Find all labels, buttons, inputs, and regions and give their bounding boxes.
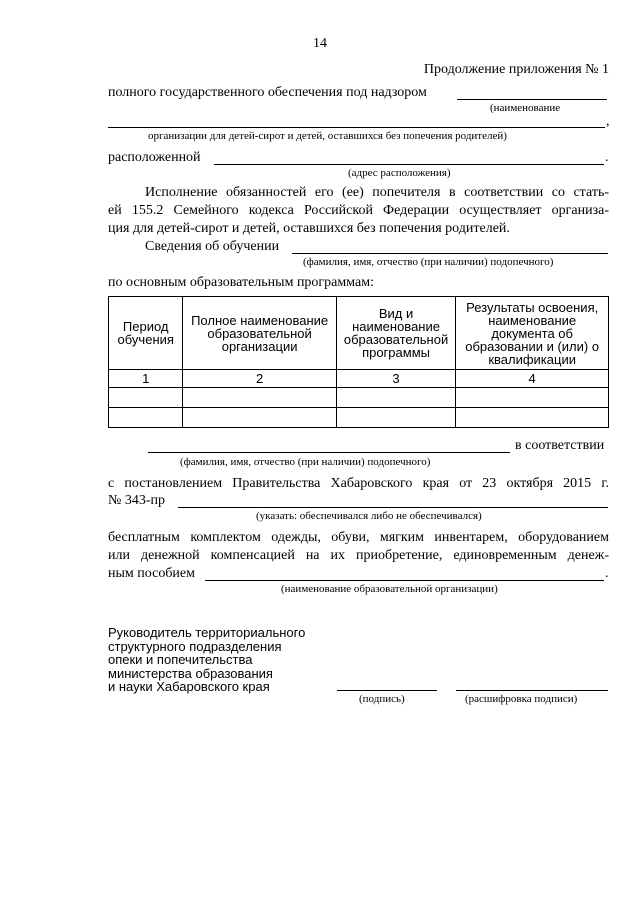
ward-name-field-2[interactable] (148, 452, 510, 453)
signature-field[interactable] (337, 690, 437, 691)
signature-decoding-field[interactable] (456, 690, 608, 691)
table-row (109, 388, 609, 408)
supply-line-3: ным пособием (108, 566, 196, 581)
guardian-duties-line-2: ей 155.2 Семейного кодекса Российской Федерации осуществляет организа- (108, 203, 609, 218)
supervision-text: полного государственного обеспечения под надзором (108, 85, 427, 100)
supply-dot: . (605, 566, 609, 581)
hint-supplied: (указать: обеспечивался либо не обеспечивался) (256, 510, 482, 522)
signer-line: опеки и попечительства (108, 652, 253, 667)
header-program: Вид и наименование образовательной программы (336, 297, 456, 370)
table-cell[interactable] (336, 408, 456, 428)
organization-name-field[interactable] (108, 127, 605, 128)
hint-edu-org: (наименование образовательной организации) (281, 583, 498, 595)
signer-block (108, 626, 305, 694)
page-number: 14 (313, 36, 327, 51)
table-cell[interactable] (183, 388, 336, 408)
appendix-continuation-label: Продолжение приложения № 1 (423, 62, 609, 77)
table-cell[interactable] (336, 388, 456, 408)
programs-label: по основным образовательным программам: (108, 275, 374, 290)
table-cell[interactable] (109, 408, 183, 428)
table-cell[interactable] (456, 388, 609, 408)
located-label: расположенной (108, 150, 201, 165)
signer-line: министерства образования (108, 665, 273, 681)
header-organization: Полное наименование образовательной организации (183, 297, 336, 370)
table-cell[interactable] (456, 408, 609, 428)
supplied-status-field[interactable] (178, 507, 608, 508)
hint-naimenovanie: (наименование (490, 102, 561, 114)
guardian-duties-line-1: Исполнение обязанностей его (ее) попечителя в соответствии со стать- (145, 185, 609, 200)
column-number: 2 (183, 370, 336, 388)
education-table (108, 296, 609, 428)
hint-signature: (подпись) (359, 693, 405, 705)
edu-org-field[interactable] (205, 580, 604, 581)
column-number: 3 (336, 370, 456, 388)
header-period: Период обучения (109, 297, 183, 370)
decree-line-1: с постановлением Правительства Хабаровского края от 23 октября 2015 г. (108, 476, 609, 491)
table-cell[interactable] (183, 408, 336, 428)
hint-signature-decoding: (расшифровка подписи) (465, 693, 578, 705)
address-field[interactable] (214, 164, 604, 165)
hint-address: (адрес расположения) (348, 167, 451, 179)
column-number: 1 (109, 370, 183, 388)
signer-line: и науки Хабаровского края (108, 679, 270, 694)
signer-line: Руководитель территориального (108, 625, 306, 640)
comma: , (606, 114, 610, 129)
table-header-row (109, 297, 609, 370)
header-results: Результаты освоения, наименование документа об образовании и (или) о квалификации (456, 297, 609, 370)
supply-line-1: бесплатным комплектом одежды, обуви, мягким инвентарем, оборудованием (108, 530, 609, 545)
table-cell[interactable] (109, 388, 183, 408)
signer-line: структурного подразделения (108, 638, 282, 654)
supply-line-2: или денежной компенсацией на их приобретение, единовременным денеж- (108, 548, 609, 563)
column-number: 4 (456, 370, 609, 388)
hint-organization: организации для детей-сирот и детей, оставшихся без попечения родителей) (148, 130, 507, 142)
decree-line-2: № 343-пр (108, 493, 166, 508)
supervision-org-field[interactable] (457, 99, 607, 100)
located-dot: . (605, 150, 609, 165)
ward-name-field[interactable] (292, 253, 608, 254)
guardian-duties-line-3: ция для детей-сирот и детей, оставшихся без попечения родителей. (108, 221, 510, 236)
hint-ward-name: (фамилия, имя, отчество (при наличии) подопечного) (303, 256, 554, 268)
according-label: в соответствии (515, 438, 605, 453)
table-number-row (109, 370, 609, 388)
table-row (109, 408, 609, 428)
hint-ward-name-2: (фамилия, имя, отчество (при наличии) подопечного) (180, 456, 431, 468)
education-label: Сведения об обучении (145, 239, 280, 254)
